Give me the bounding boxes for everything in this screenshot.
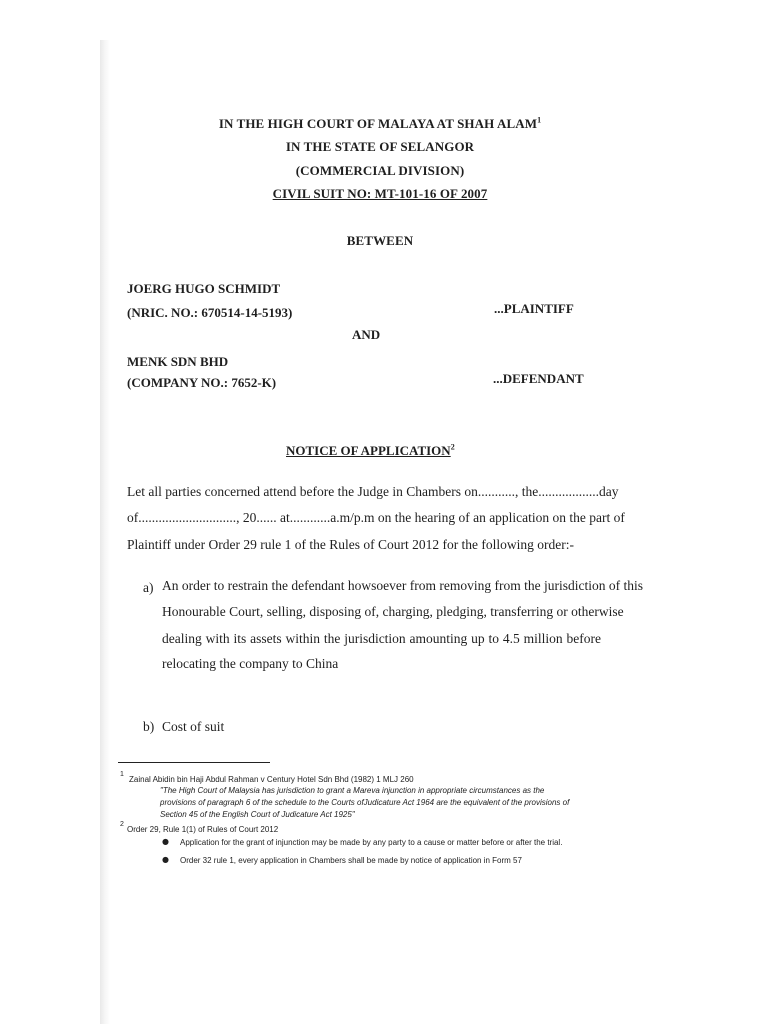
order-a-line-4: relocating the company to China [162,656,339,671]
notice-title [286,443,455,459]
state-heading: IN THE STATE OF SELANGOR [285,139,475,154]
footnote-ref-2: 2 [450,442,455,452]
footnote-1-mark: 1 [120,771,124,778]
suit-number-text: CIVIL SUIT NO: MT-101-16 OF 2007 [272,186,488,201]
order-a-line-2: Honourable Court, selling, disposing of, charging, pledging, transferring or otherwise [162,604,624,619]
defendant-role: ...DEFENDANT [493,371,584,386]
between-heading: BETWEEN [346,233,414,248]
order-a-label: a) [143,580,154,595]
court-heading: IN THE HIGH COURT OF MALAYA AT SHAH ALAM$^1$ [218,115,542,131]
order-a-line-1: An order to restrain the defendant howsoever from removing from the jurisdiction of this [162,578,643,593]
intro-line-1: Let all parties concerned attend before the Judge in Chambers on..........., the..................day [127,484,619,499]
plaintiff-id: (NRIC. NO.: 670514-14-5193) [127,305,293,320]
footnote-ref-1: 1 [537,115,542,125]
footnote-divider [118,762,270,763]
bullet-icon: ● [162,855,169,864]
order-b-label: b) [143,719,155,734]
footnote-1-case: Zainal Abidin bin Haji Abdul Rahman v Century Hotel Sdn Bhd (1982) 1 MLJ 260 [129,775,414,784]
division-heading: (COMMERCIAL DIVISION) [295,163,465,178]
footnote-2-bullet-1: Application for the grant of injunction may be made by any party to a cause or matter before or after the trial. [180,838,563,847]
plaintiff-role: ...PLAINTIFF [494,301,574,316]
footnote-2-text: Order 29, Rule 1(1) of Rules of Court 2012 [127,825,279,834]
footnote-2-mark: 2 [120,821,124,828]
intro-line-3: Plaintiff under Order 29 rule 1 of the Rules of Court 2012 for the following order:- [127,537,575,552]
order-a-line-3: dealing with its assets within the jurisdiction amounting up to 4.5 million before [162,631,601,646]
footnote-1-quote-1: "The High Court of Malaysia has jurisdiction to grant a Mareva injunction in appropriate circumstances as the [160,786,545,795]
bullet-icon: ● [162,837,169,846]
notice-title-text: NOTICE OF APPLICATION [286,443,451,458]
order-b-text: Cost of suit [162,719,225,734]
defendant-name: MENK SDN BHD [127,354,229,369]
footnote-1-quote-2: provisions of paragraph 6 of the schedule to the Courts ofJudicature Act 1964 are the equivalent of the provisions of [160,798,570,807]
and-heading: AND [352,327,381,342]
defendant-id: (COMPANY NO.: 7652-K) [127,375,277,390]
intro-line-2: of............................., 20...... at............a.m/p.m on the hearing of an application on the part of [127,510,625,525]
plaintiff-name: JOERG HUGO SCHMIDT [127,281,281,296]
footnote-2-bullet-2: Order 32 rule 1, every application in Chambers shall be made by notice of application in Form 57 [180,856,522,865]
suit-number [120,186,640,202]
footnote-1-quote-3: Section 45 of the English Court of Judicature Act 1925" [160,810,355,819]
